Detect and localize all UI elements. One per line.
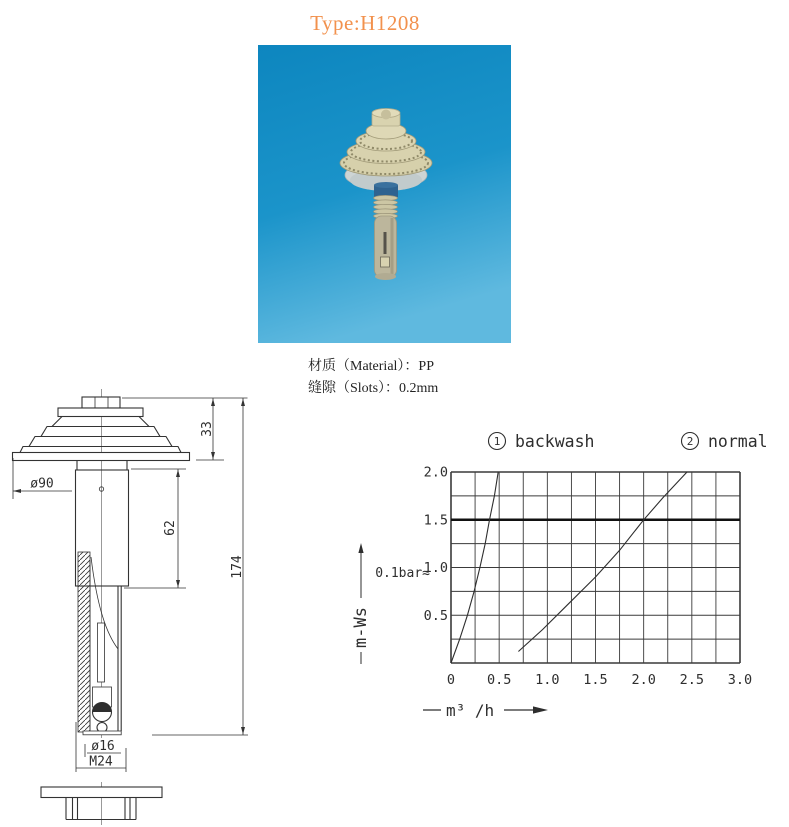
x-tick-label: 2.0 — [631, 672, 656, 688]
dim-thread-size: M24 — [89, 754, 113, 770]
legend-label-normal: normal — [708, 432, 768, 451]
x-axis-label-text: m³ /h — [446, 701, 495, 720]
technical-drawing — [0, 385, 256, 827]
chart-legend — [489, 432, 768, 451]
page-title: Type:H1208 — [310, 11, 420, 35]
nozzle-section-view — [13, 389, 190, 738]
y-tick-label: 0.5 — [423, 607, 448, 624]
dim-inner-diameter: ø16 — [91, 739, 115, 754]
y-tick-label: 1.5 — [423, 512, 448, 529]
cap-slotted-tiers — [20, 417, 181, 453]
legend-label-backwash: backwash — [515, 432, 595, 451]
product-photo — [258, 45, 511, 343]
inner-slot — [98, 623, 105, 682]
x-tick-label: 1.5 — [583, 672, 608, 688]
x-tick-label: 0 — [446, 672, 456, 688]
dim-overall-height: 174 — [230, 555, 245, 579]
legend-marker-2: 2 — [686, 435, 694, 448]
x-tick-label: 2.5 — [679, 672, 705, 688]
dim-thread-length: 62 — [163, 520, 178, 536]
y-axis-label-text: m-Ws — [351, 607, 371, 648]
lower-shaft — [78, 487, 121, 735]
dim-cap-height: 33 — [200, 421, 215, 437]
x-axis-label — [423, 701, 548, 720]
material-line: 材质（Material）：PP — [308, 359, 434, 374]
x-tick-label: 3.0 — [727, 672, 753, 688]
nozzle-bottom-view — [41, 782, 162, 825]
spec-block — [308, 356, 438, 400]
y-axis-arrow-icon — [358, 543, 363, 553]
x-axis-arrow-icon — [533, 706, 548, 713]
series-normal — [518, 472, 687, 652]
y-axis-annotation: 0.1bar≈ — [375, 566, 430, 581]
flow-chart — [340, 420, 789, 725]
cap-tier2 — [58, 408, 143, 417]
legend-marker-1: 1 — [493, 435, 501, 448]
cap-flange — [13, 453, 190, 461]
cap-knob — [82, 397, 120, 408]
x-tick-label: 0.5 — [486, 672, 512, 688]
y-tick-label: 2.0 — [423, 464, 448, 481]
y-axis-label — [351, 543, 430, 664]
dim-cap-diameter: ø90 — [30, 476, 54, 492]
x-tick-label: 1.0 — [535, 672, 560, 688]
y-tick-label: 1.0 — [423, 560, 448, 576]
chart-ticks — [424, 465, 753, 689]
chart-grid — [451, 472, 740, 663]
slots-line: 缝隙（Slots）：0.2mm — [308, 381, 439, 396]
